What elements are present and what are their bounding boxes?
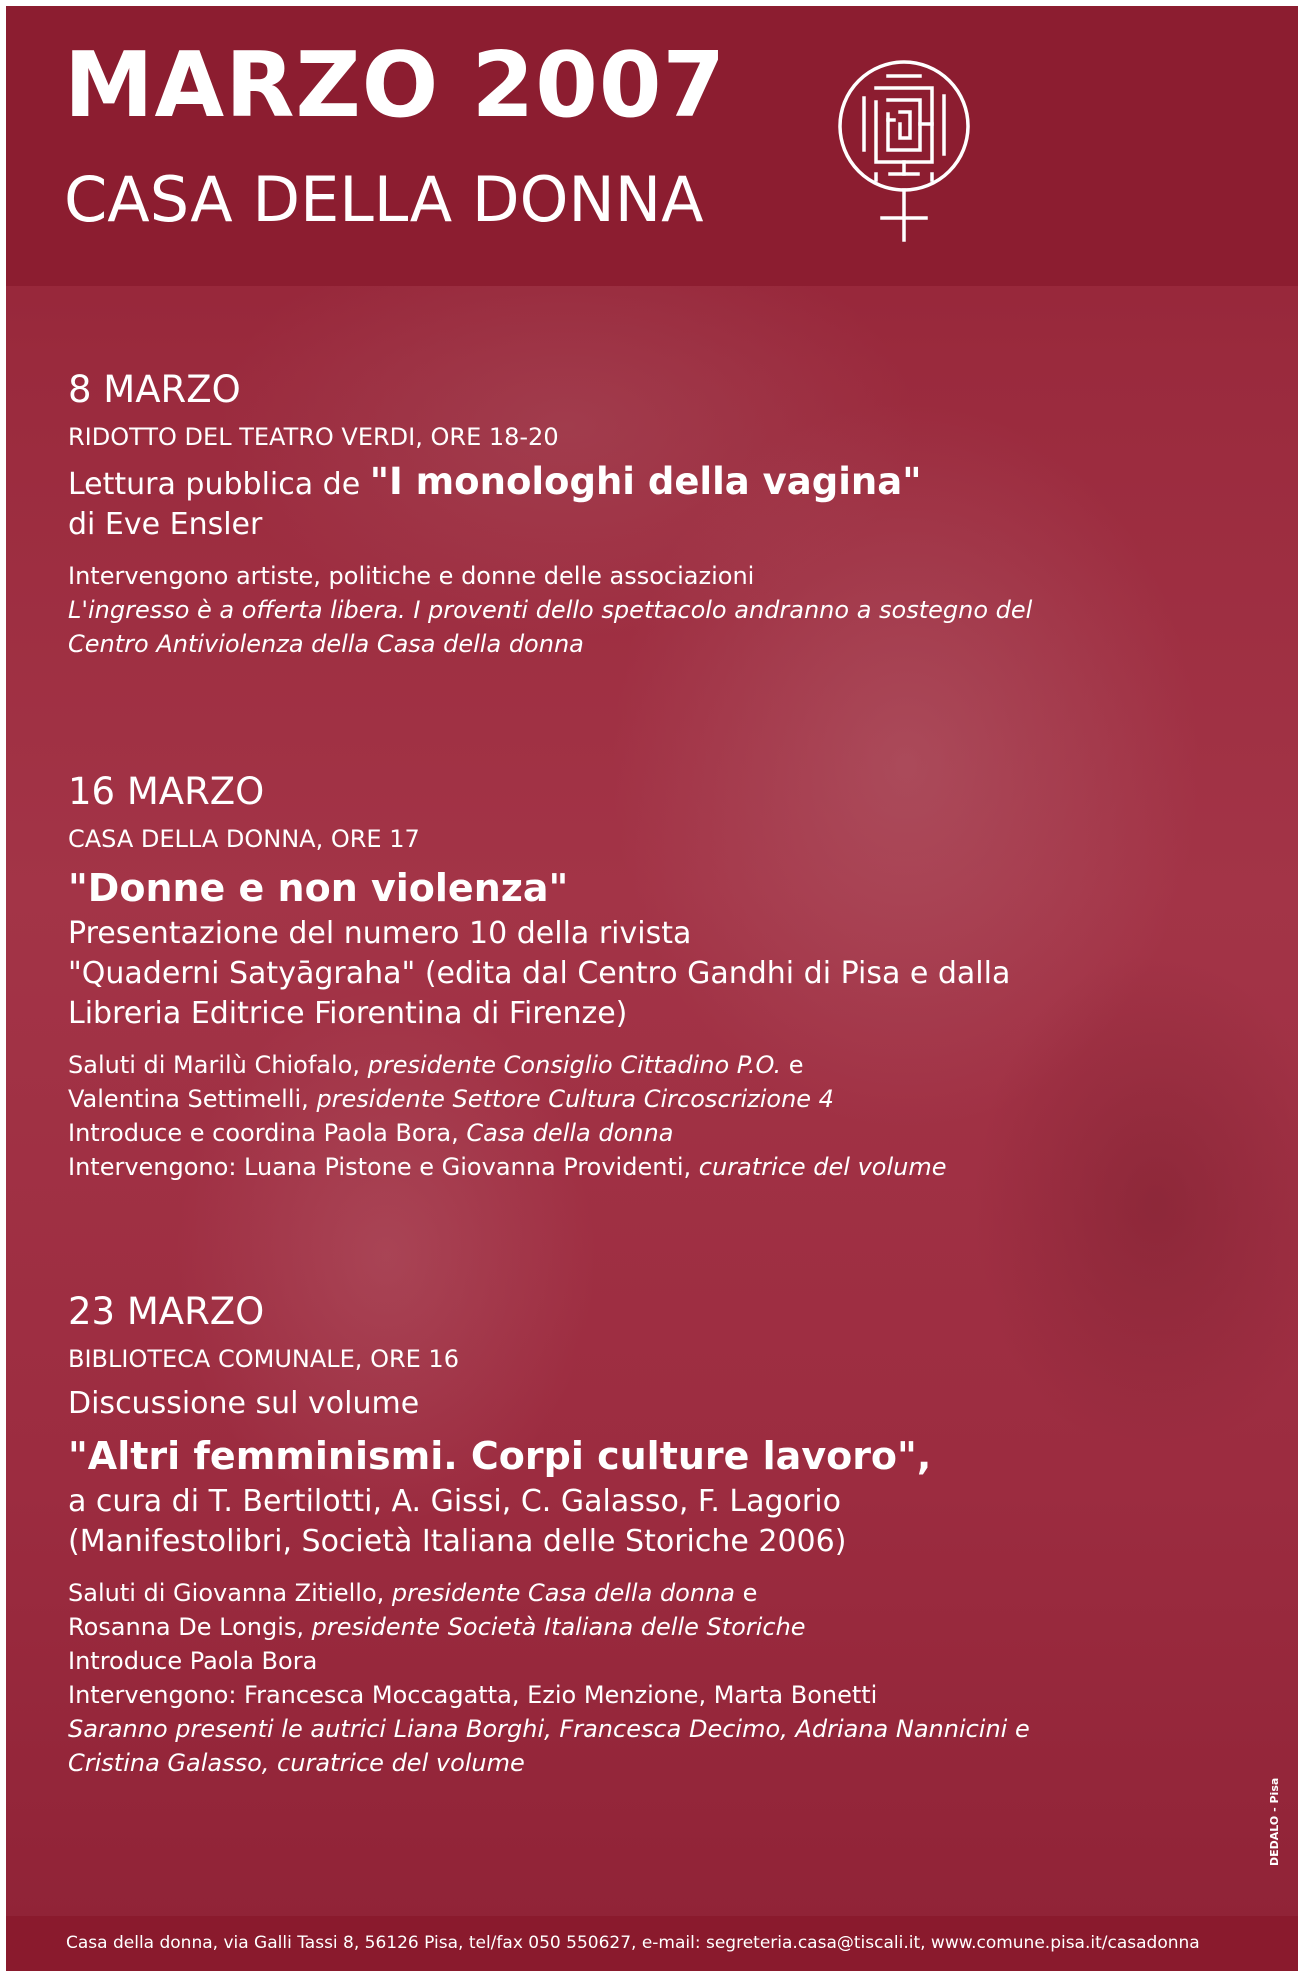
event-date: 8 MARZO <box>68 368 241 411</box>
detail-text: Introduce Paola Bora <box>68 1647 318 1675</box>
event-detail <box>68 1082 1248 1116</box>
event-description: (Manifestolibri, Società Italiana delle Storiche 2006) <box>68 1524 847 1559</box>
detail-role: presidente Settore Cultura Circoscrizione 4 <box>316 1085 834 1113</box>
event-description: Libreria Editrice Fiorentina di Firenze) <box>68 996 628 1031</box>
event-march-23 <box>68 1288 1248 1780</box>
event-venue: BIBLIOTECA COMUNALE, ORE 16 <box>68 1345 459 1373</box>
detail-role: presidente Consiglio Cittadino P.O. <box>367 1051 782 1079</box>
event-description: a cura di T. Bertilotti, A. Gissi, C. Galasso, F. Lagorio <box>68 1484 841 1519</box>
poster-subtitle: CASA DELLA DONNA <box>64 163 704 236</box>
detail-text: Intervengono: Luana Pistone e Giovanna Providenti, <box>68 1153 699 1181</box>
detail-after: e <box>734 1579 758 1607</box>
event-detail: Cristina Galasso, curatrice del volume <box>68 1749 525 1777</box>
event-detail <box>68 1576 1248 1610</box>
event-detail <box>68 1048 1248 1082</box>
labyrinth-venus-icon <box>832 58 976 242</box>
detail-text: Intervengono: Francesca Moccagatta, Ezio Menzione, Marta Bonetti <box>68 1681 878 1709</box>
event-lead <box>68 462 1248 505</box>
event-description: "Quaderni Satyāgraha" (edita dal Centro Gandhi di Pisa e dalla <box>68 956 1011 991</box>
event-date: 23 MARZO <box>68 1290 265 1333</box>
event-detail <box>68 1610 1248 1644</box>
event-detail <box>68 1116 1248 1150</box>
detail-role: presidente Società Italiana delle Storiche <box>311 1613 806 1641</box>
footer-contact: Casa della donna, via Galli Tassi 8, 56126 Pisa, tel/fax 050 550627, e-mail: segreteria.casa@tiscali.it, www.comune.pisa.it/casadonna <box>66 1933 1200 1953</box>
detail-role: presidente Casa della donna <box>391 1579 735 1607</box>
detail-role: Casa della donna <box>466 1119 674 1147</box>
poster <box>6 6 1298 1971</box>
event-author: di Eve Ensler <box>68 507 263 542</box>
detail-text: Saluti di Marilù Chiofalo, <box>68 1051 368 1079</box>
detail-text: Introduce e coordina Paola Bora, <box>68 1119 467 1147</box>
event-march-16 <box>68 768 1248 1184</box>
event-title: "I monologhi della vagina" <box>369 460 922 503</box>
event-date: 16 MARZO <box>68 770 265 813</box>
event-detail <box>68 1644 1248 1678</box>
event-detail <box>68 1150 1248 1184</box>
detail-text: Valentina Settimelli, <box>68 1085 317 1113</box>
event-detail: L'ingresso è a offerta libera. I proventi dello spettacolo andranno a sostegno del <box>68 596 1033 624</box>
detail-text: Rosanna De Longis, <box>68 1613 312 1641</box>
event-lead: Discussione sul volume <box>68 1386 420 1421</box>
event-title: "Donne e non violenza" <box>68 866 569 910</box>
event-venue: RIDOTTO DEL TEATRO VERDI, ORE 18-20 <box>68 423 559 451</box>
printer-credit: DEDALO - Pisa <box>1268 1777 1281 1866</box>
event-detail: Saranno presenti le autrici Liana Borghi, Francesca Decimo, Adriana Nannicini e <box>68 1715 1030 1743</box>
event-title: "Altri femminismi. Corpi culture lavoro", <box>68 1434 932 1478</box>
event-march-8 <box>68 366 1248 661</box>
event-detail: Intervengono artiste, politiche e donne delle associazioni <box>68 562 755 590</box>
detail-after: e <box>781 1051 804 1079</box>
poster-title: MARZO 2007 <box>64 33 727 138</box>
event-lead-text: Lettura pubblica de <box>68 467 370 502</box>
event-description: Presentazione del numero 10 della rivista <box>68 916 692 951</box>
event-detail <box>68 1678 1248 1712</box>
event-detail: Centro Antiviolenza della Casa della donna <box>68 630 584 658</box>
detail-role: curatrice del volume <box>698 1153 947 1181</box>
detail-text: Saluti di Giovanna Zitiello, <box>68 1579 392 1607</box>
event-venue: CASA DELLA DONNA, ORE 17 <box>68 825 420 853</box>
